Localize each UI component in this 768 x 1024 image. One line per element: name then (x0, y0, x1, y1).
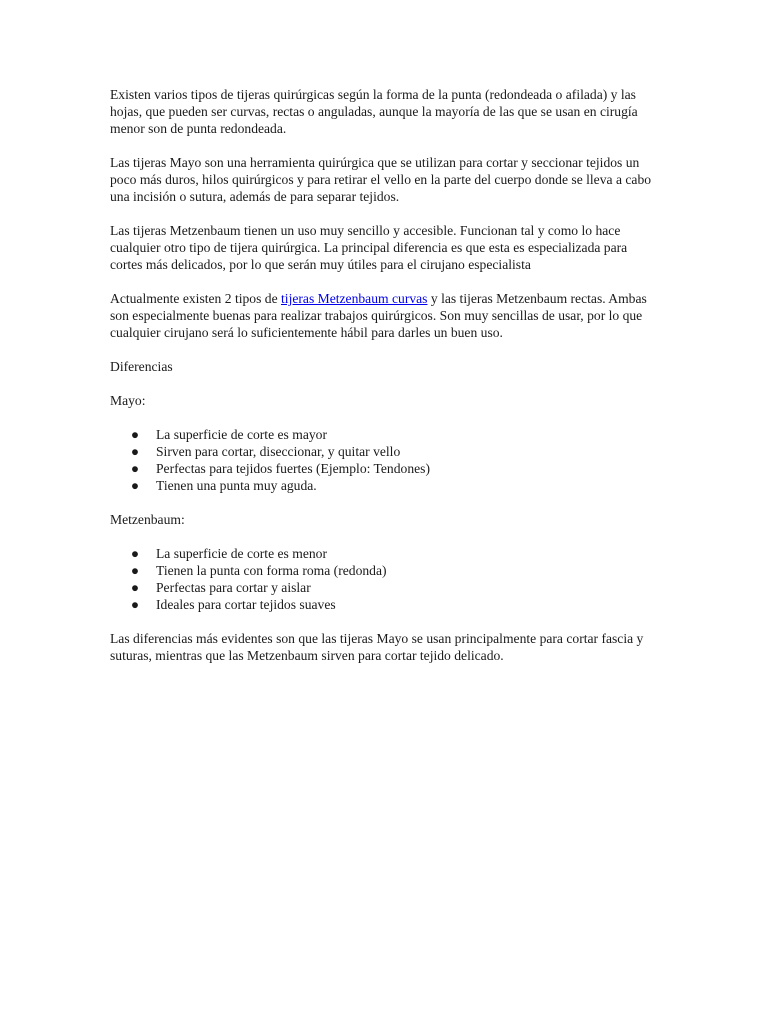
list-item: ● Sirven para cortar, diseccionar, y quitar vello (130, 444, 401, 459)
paragraph-conclusion: Las diferencias más evidentes son que las tijeras Mayo se usan principalmente para cortar fascia y suturas, mientras que las Metzenbaum sirven para cortar tejido delicado. (110, 631, 644, 663)
paragraph-tipos-end: y las tijeras Metzenbaum rectas. Ambas son especialmente buenas para realizar trabajos quirúrgicos. Son muy sencillas de usar, por lo que cualquier cirujano será lo suficientemente hábil para darles un buen uso. (110, 291, 647, 340)
list-item: ● La superficie de corte es menor (130, 546, 327, 561)
mayo-list (110, 426, 662, 494)
list-item: ● La superficie de corte es mayor (130, 427, 327, 442)
metzenbaum-list (110, 545, 662, 613)
paragraph-tipos-start: Actualmente existen 2 tipos de (110, 291, 282, 306)
list-item: ● Tienen la punta con forma roma (redonda) (130, 563, 387, 578)
bullet-icon: ● (130, 478, 140, 493)
bullet-icon: ● (130, 427, 140, 442)
bullet-icon: ● (130, 563, 140, 578)
heading-diferencias: Diferencias (110, 359, 173, 374)
bullet-icon: ● (130, 461, 140, 476)
paragraph-metzenbaum: Las tijeras Metzenbaum tienen un uso muy sencillo y accesible. Funcionan tal y como lo hace cualquier otro tipo de tijera quirúrgica. La principal diferencia es que esta es especializada para cortes más delicados, por lo que serán muy útiles para el cirujano especialista (110, 223, 628, 272)
paragraph-mayo: Las tijeras Mayo son una herramienta quirúrgica que se utilizan para cortar y seccionar tejidos un poco más duros, hilos quirúrgicos y para retirar el vello en la parte del cuerpo donde se lleva a cabo una incisión o sutura, además de para separar tejidos. (110, 155, 652, 204)
paragraph-intro: Existen varios tipos de tijeras quirúrgicas según la forma de la punta (redondeada o afilada) y las hojas, que pueden ser curvas, rectas o anguladas, aunque la mayoría de las que se usan en cirugía menor son de punta redondeada. (110, 87, 638, 136)
list-item: ● Perfectas para tejidos fuertes (Ejemplo: Tendones) (130, 461, 430, 476)
list-item: ● Perfectas para cortar y aislar (130, 580, 311, 595)
document-body (110, 86, 662, 681)
heading-mayo: Mayo: (110, 393, 146, 408)
paragraph-tipos (110, 290, 662, 341)
bullet-icon: ● (130, 546, 140, 561)
list-item: ● Tienen una punta muy aguda. (130, 478, 317, 493)
bullet-icon: ● (130, 444, 140, 459)
bullet-icon: ● (130, 597, 140, 612)
heading-metzenbaum: Metzenbaum: (110, 512, 185, 527)
bullet-icon: ● (130, 580, 140, 595)
link-tijeras-metzenbaum-curvas[interactable]: tijeras Metzenbaum curvas (281, 291, 428, 306)
list-item: ● Ideales para cortar tejidos suaves (130, 597, 336, 612)
